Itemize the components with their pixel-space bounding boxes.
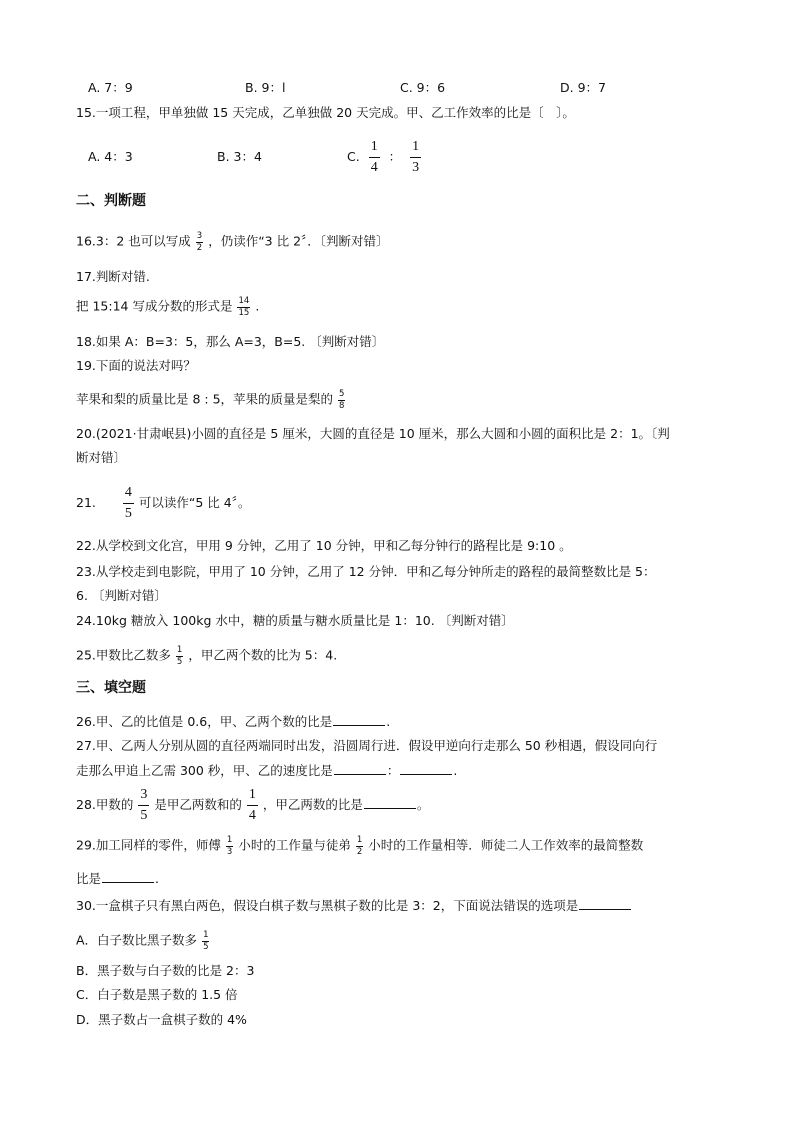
q22: 22.从学校到文化宫，甲用 9 分钟，乙用了 10 分钟，甲和乙每分钟行的路程比是 9:10 。 — [76, 538, 572, 553]
q28-fraction-1: $\frac{3}{5}$ — [140, 787, 148, 823]
q24: 24.10kg 糖放入 100kg 水中，糖的质量与糖水质量比是 1：10. 〔判断对错〕 — [76, 613, 514, 628]
section-heading-judgment: 二、判断题 — [76, 193, 146, 209]
q21-fraction: $\frac{4}{5}$ — [124, 485, 132, 521]
q30-option-b: B．黑子数与白子数的比是 2：3 — [76, 963, 255, 978]
q29-line-2: 比是 . — [76, 871, 159, 886]
q27-answer-blank-2[interactable] — [400, 763, 452, 775]
q30-option-d: D．黑子数占一盒棋子数的 4% — [76, 1012, 247, 1027]
q29-line-1: 29.加工同样的零件，师傅 $\frac{1}{3}$ 小时的工作量与徒弟 $\frac{1}{2}$ 小时的工作量相等．师徒二人工作效率的最简整数 — [76, 835, 644, 857]
q15-question: 15.一项工程，甲单独做 15 天完成，乙单独做 20 天完成。甲、乙工作效率的比是〔 〕。 — [76, 105, 575, 120]
q28-fraction-2: $\frac{1}{4}$ — [248, 787, 256, 823]
q15-option-c-label: C. — [347, 149, 360, 164]
q27-line-2: 走那么甲追上乙需 300 秒，甲、乙的速度比是 ： . — [76, 763, 458, 778]
q29-fraction-2: $\frac{1}{2}$ — [356, 835, 363, 857]
q28: 28.甲数的 $\frac{3}{5}$ 是甲乙两数和的 $\frac{1}{4}$ ，甲乙两数的比是 。 — [76, 787, 430, 823]
q16-fraction: $\frac{3}{2}$ — [196, 231, 203, 253]
q30-option-c: C．白子数是黑子数的 1.5 倍 — [76, 987, 238, 1002]
q15-option-c-fraction-1: $\frac{1}{4}$ — [370, 139, 378, 175]
q15-option-b: B. 3：4 — [217, 149, 262, 164]
q14-option-b: B. 9：l — [245, 80, 286, 95]
q25: 25.甲数比乙数多 $\frac{1}{5}$ ，甲乙两个数的比为 5：4. — [76, 645, 338, 667]
q19-fraction: $\frac{5}{8}$ — [339, 389, 345, 411]
section-heading-fill-in: 三、填空题 — [76, 680, 146, 696]
q28-answer-blank[interactable] — [364, 797, 416, 809]
q19-statement: 苹果和梨的质量比是 8 : 5，苹果的质量是梨的 $\frac{5}{8}$ — [76, 389, 345, 411]
q23-line-1: 23.从学校走到电影院，甲用了 10 分钟，乙用了 12 分钟．甲和乙每分钟所走的路程的最简整数比是 5： — [76, 564, 656, 579]
q17-statement: 把 15:14 写成分数的形式是 $\frac{14}{15}$ . — [76, 296, 260, 318]
q14-option-a: A. 7：9 — [88, 80, 133, 95]
q25-fraction: $\frac{1}{5}$ — [176, 645, 183, 667]
q17-fraction: $\frac{14}{15}$ — [238, 296, 250, 318]
q21: 21. $\frac{4}{5}$ 可以读作“5 比 4〞。 — [76, 485, 251, 521]
q27-line-1: 27.甲、乙两人分别从圆的直径两端同时出发，沿圆周行进．假设甲逆向行走那么 50 秒相遇，假设同向行 — [76, 738, 658, 753]
q14-option-c: C. 9：6 — [400, 80, 446, 95]
q15-option-c-separator: ： — [388, 149, 402, 164]
q15-option-c-fraction-2: $\frac{1}{3}$ — [412, 139, 420, 175]
q20-line-1: 20.(2021·甘肃岷县)小圆的直径是 5 厘米，大圆的直径是 10 厘米，那么大圆和小圆的面积比是 2：1。〔判 — [76, 426, 670, 441]
q15-option-c — [347, 137, 426, 177]
q30-option-a: A．白子数比黑子数多 $\frac{1}{5}$ — [76, 930, 209, 952]
q29-answer-blank[interactable] — [102, 871, 154, 883]
q15-option-a: A. 4：3 — [88, 149, 133, 164]
q14-option-d: D. 9：7 — [560, 80, 606, 95]
q30-option-a-fraction: $\frac{1}{5}$ — [203, 930, 209, 952]
q29-fraction-1: $\frac{1}{3}$ — [226, 835, 233, 857]
q17-title: 17.判断对错. — [76, 269, 150, 284]
q30-answer-blank[interactable] — [579, 898, 631, 910]
q20-line-2: 断对错〕 — [76, 450, 127, 465]
q26: 26.甲、乙的比值是 0.6，甲、乙两个数的比是 . — [76, 714, 391, 729]
q23-line-2: 6. 〔判断对错〕 — [76, 588, 167, 603]
q18: 18.如果 A：B=3：5，那么 A=3，B=5. 〔判断对错〕 — [76, 334, 385, 349]
q16: 16.3：2 也可以写成 $\frac{3}{2}$ ，仍读作“3 比 2〞．〔判断对错〕 — [76, 231, 389, 253]
q19-title: 19.下面的说法对吗？ — [76, 358, 196, 373]
q26-answer-blank[interactable] — [333, 714, 385, 726]
q30-question: 30.一盒棋子只有黑白两色，假设白棋子数与黑棋子数的比是 3：2，下面说法错误的选项是 — [76, 897, 632, 915]
q27-answer-blank-1[interactable] — [334, 763, 386, 775]
